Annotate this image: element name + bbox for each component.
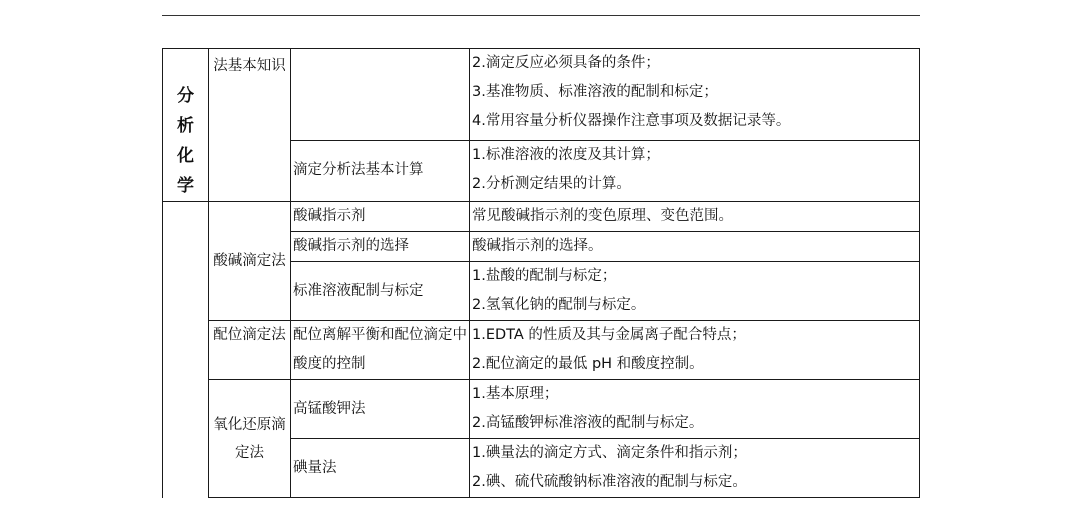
table-row bbox=[163, 49, 920, 141]
subtopic-cell bbox=[291, 49, 470, 141]
subtopic-cell bbox=[291, 321, 470, 380]
subtopic-label: 酸碱指示剂的选择 bbox=[293, 238, 409, 254]
point-line: 2.配位滴定的最低 pH 和酸度控制。 bbox=[472, 356, 704, 372]
point-line: 常见酸碱指示剂的变色原理、变色范围。 bbox=[472, 208, 733, 224]
table-row bbox=[163, 202, 920, 232]
subtopic-cell bbox=[291, 140, 470, 201]
points-cell bbox=[470, 321, 920, 380]
subject-char: 化 bbox=[177, 146, 194, 166]
points-cell bbox=[470, 202, 920, 232]
subtopic-cell bbox=[291, 202, 470, 232]
table-row bbox=[163, 321, 920, 380]
subtopic-label: 高锰酸钾法 bbox=[293, 400, 366, 417]
topic-label: 法基本知识 bbox=[213, 58, 286, 74]
subject-cell-cont bbox=[163, 202, 209, 498]
subtopic-cell bbox=[291, 232, 470, 262]
topic-label: 酸碱滴定法 bbox=[213, 253, 286, 269]
topic-cell bbox=[209, 202, 291, 321]
subtopic-label: 配位离解平衡和配位滴定中酸度的控制 bbox=[293, 327, 467, 372]
point-line: 2.高锰酸钾标准溶液的配制与标定。 bbox=[472, 415, 704, 431]
subtopic-label: 碘量法 bbox=[293, 459, 337, 476]
points-cell bbox=[470, 262, 920, 321]
topic-cell bbox=[209, 380, 291, 498]
point-line: 2.滴定反应必须具备的条件； bbox=[472, 55, 660, 71]
point-line: 4.常用容量分析仪器操作注意事项及数据记录等。 bbox=[472, 113, 791, 129]
points-cell bbox=[470, 232, 920, 262]
top-rule bbox=[162, 15, 920, 16]
subject-cell bbox=[163, 49, 209, 202]
topic-label: 配位滴定法 bbox=[213, 327, 286, 343]
subject-char: 分 bbox=[177, 86, 194, 106]
subtopic-label: 标准溶液配制与标定 bbox=[293, 282, 424, 299]
points-cell bbox=[470, 439, 920, 498]
point-line: 1.碘量法的滴定方式、滴定条件和指示剂； bbox=[472, 445, 747, 461]
point-line: 1.标准溶液的浓度及其计算； bbox=[472, 146, 660, 163]
subtopic-label: 滴定分析法基本计算 bbox=[293, 162, 424, 179]
point-line: 酸碱指示剂的选择。 bbox=[472, 238, 603, 254]
points-cell bbox=[470, 140, 920, 201]
subtopic-cell bbox=[291, 380, 470, 439]
subject-char: 析 bbox=[177, 116, 194, 136]
topic-label: 氧化还原滴定法 bbox=[213, 416, 286, 461]
point-line: 1.盐酸的配制与标定； bbox=[472, 268, 617, 284]
topic-cell bbox=[209, 49, 291, 202]
subtopic-label: 酸碱指示剂 bbox=[293, 208, 366, 224]
point-line: 2.分析测定结果的计算。 bbox=[472, 175, 631, 192]
syllabus-table bbox=[162, 48, 920, 498]
subject-char: 学 bbox=[177, 176, 194, 196]
subtopic-cell bbox=[291, 439, 470, 498]
point-line: 1.基本原理； bbox=[472, 386, 559, 402]
point-line: 3.基准物质、标准溶液的配制和标定； bbox=[472, 84, 718, 100]
table-row bbox=[163, 380, 920, 439]
point-line: 1.EDTA 的性质及其与金属离子配合特点； bbox=[472, 327, 746, 343]
point-line: 2.碘、硫代硫酸钠标准溶液的配制与标定。 bbox=[472, 474, 747, 490]
topic-cell bbox=[209, 321, 291, 380]
point-line: 2.氢氧化钠的配制与标定。 bbox=[472, 297, 646, 313]
points-cell bbox=[470, 380, 920, 439]
subtopic-cell bbox=[291, 262, 470, 321]
points-cell bbox=[470, 49, 920, 141]
